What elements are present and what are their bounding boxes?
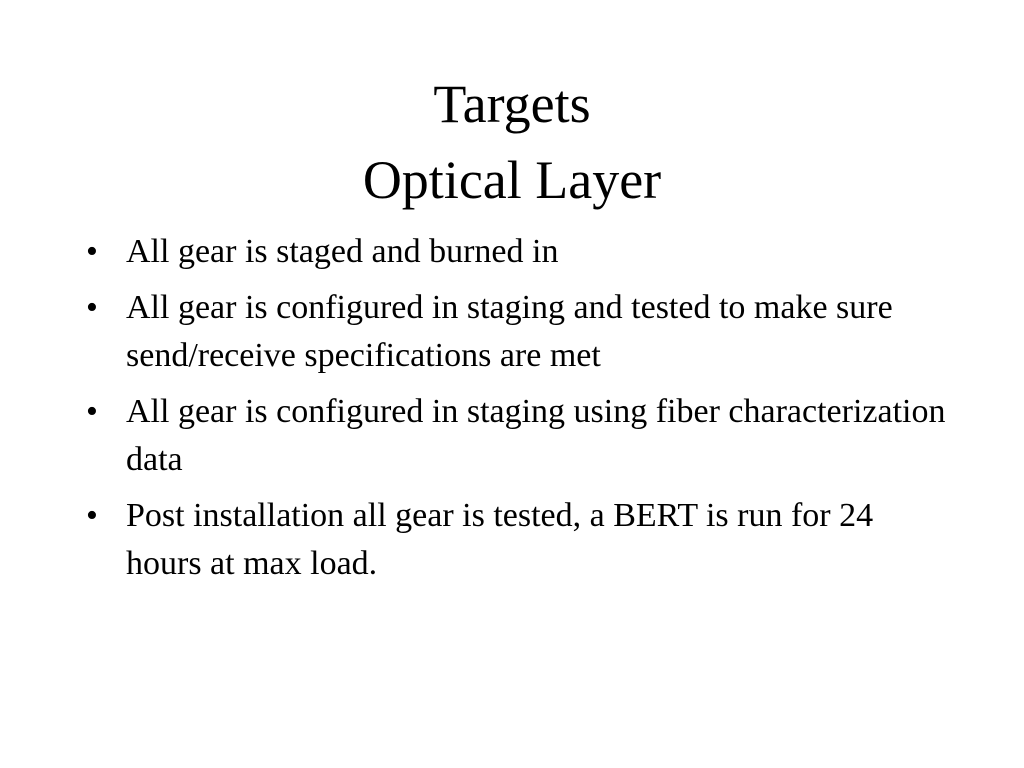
bullet-dot-icon: • [86,233,98,270]
bullet-item [86,388,946,484]
bullet-item [86,492,946,588]
bullet-text: All gear is configured in staging using fiber characterization data [126,393,946,478]
bullet-text: All gear is staged and burned in [126,233,559,270]
bullet-text: All gear is configured in staging and tested to make sure send/receive specifications are met [126,289,893,374]
bullet-dot-icon: • [86,497,98,534]
bullet-dot-icon: • [86,393,98,430]
bullet-dot-icon: • [86,289,98,326]
slide-title [0,66,1024,218]
slide-title-line-1: Targets [433,74,591,134]
bullet-text: Post installation all gear is tested, a BERT is run for 24 hours at max load. [126,497,874,582]
bullet-list [86,228,946,596]
slide-title-line-2: Optical Layer [362,150,662,210]
bullet-item [86,284,946,380]
bullet-item [86,228,946,276]
